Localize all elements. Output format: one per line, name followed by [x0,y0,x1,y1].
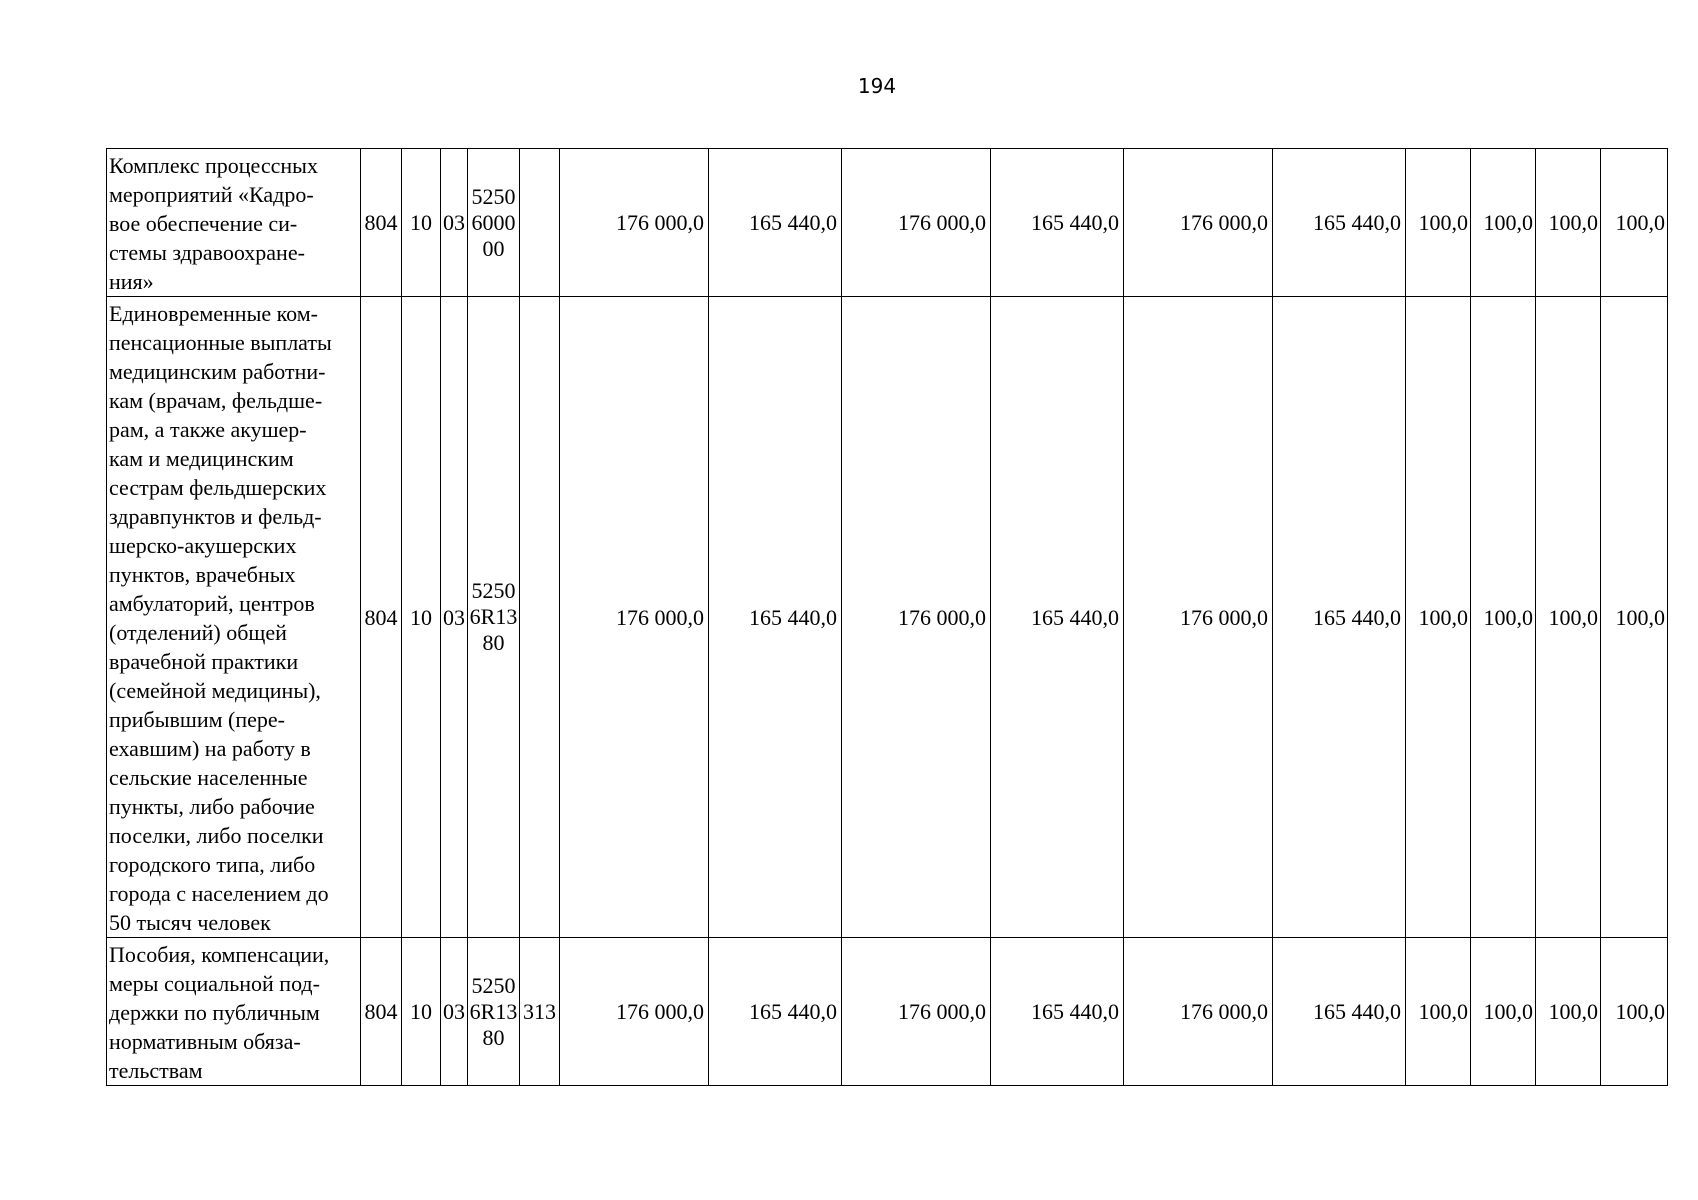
amount-cell: 165 440,0 [991,149,1124,297]
row-name-cell: Пособия, компенсации, меры социальной под- держки по публичным нормативным обяза- тельствам [107,938,361,1086]
expense-type-cell: 313 [520,938,560,1086]
target-article-line: 80 [482,630,505,655]
amount-cell: 176 000,0 [842,149,991,297]
row-name-cell: Комплекс процессных мероприятий «Кадро- вое обеспечение си- стемы здравоохране- ния» [107,149,361,297]
amount-cell: 176 000,0 [560,149,709,297]
amount-cell: 176 000,0 [842,297,991,938]
target-article-line: 6R13 [469,604,518,629]
page-number: 194 [857,74,897,98]
percent-cell: 100,0 [1536,297,1601,938]
amount-cell: 176 000,0 [1124,297,1273,938]
target-article-line: 80 [482,1024,505,1050]
section-code-cell: 10 [402,297,441,938]
target-article-cell [468,149,520,297]
row-name-cell: Единовременные ком- пенсационные выплаты медицинским работни- кам (врачам, фельдше- рам, а также акушер- кам и медицинским сестрам фельдшерских здравпунктов и фельд- шерско-акушерских пунктов, врачебных амбулаторий, центров (отделений) общей врачебной практики (семейной медицины), прибывшим (пере- ехавшим) на работу в сельские населенные пункты, либо рабочие поселки, либо поселки городского типа, либо города с населением до 50 тысяч человек [107,297,361,938]
target-article-line: 5250 [471,578,516,603]
amount-cell: 165 440,0 [709,297,842,938]
target-article-line: 00 [482,235,505,261]
amount-cell: 176 000,0 [560,938,709,1086]
percent-cell: 100,0 [1406,297,1471,938]
percent-cell: 100,0 [1601,938,1668,1086]
target-article-line: 6R13 [469,998,518,1024]
expense-type-cell [520,297,560,938]
subsection-code-cell: 03 [441,149,468,297]
ministry-code-cell: 804 [361,149,402,297]
target-article-line: 5250 [471,972,516,998]
amount-cell: 176 000,0 [1124,938,1273,1086]
amount-cell: 165 440,0 [1273,938,1406,1086]
amount-cell: 165 440,0 [1273,149,1406,297]
percent-cell: 100,0 [1536,149,1601,297]
ministry-code-cell: 804 [361,297,402,938]
target-article-line: 5250 [471,183,516,209]
section-code-cell: 10 [402,938,441,1086]
target-article-line: 6000 [471,209,516,235]
percent-cell: 100,0 [1601,297,1668,938]
target-article-cell [468,938,520,1086]
amount-cell: 176 000,0 [560,297,709,938]
section-code-cell: 10 [402,149,441,297]
amount-cell: 165 440,0 [991,938,1124,1086]
table-row [107,149,1668,297]
amount-cell: 176 000,0 [1124,149,1273,297]
percent-cell: 100,0 [1471,297,1536,938]
subsection-code-cell: 03 [441,297,468,938]
percent-cell: 100,0 [1536,938,1601,1086]
amount-cell: 176 000,0 [842,938,991,1086]
percent-cell: 100,0 [1406,149,1471,297]
percent-cell: 100,0 [1601,149,1668,297]
budget-table [106,148,1668,1086]
amount-cell: 165 440,0 [1273,297,1406,938]
table-row [107,938,1668,1086]
ministry-code-cell: 804 [361,938,402,1086]
table-row [107,297,1668,938]
subsection-code-cell: 03 [441,938,468,1086]
amount-cell: 165 440,0 [709,938,842,1086]
amount-cell: 165 440,0 [709,149,842,297]
amount-cell: 165 440,0 [991,297,1124,938]
expense-type-cell [520,149,560,297]
percent-cell: 100,0 [1406,938,1471,1086]
target-article-cell [468,297,520,938]
percent-cell: 100,0 [1471,149,1536,297]
percent-cell: 100,0 [1471,938,1536,1086]
